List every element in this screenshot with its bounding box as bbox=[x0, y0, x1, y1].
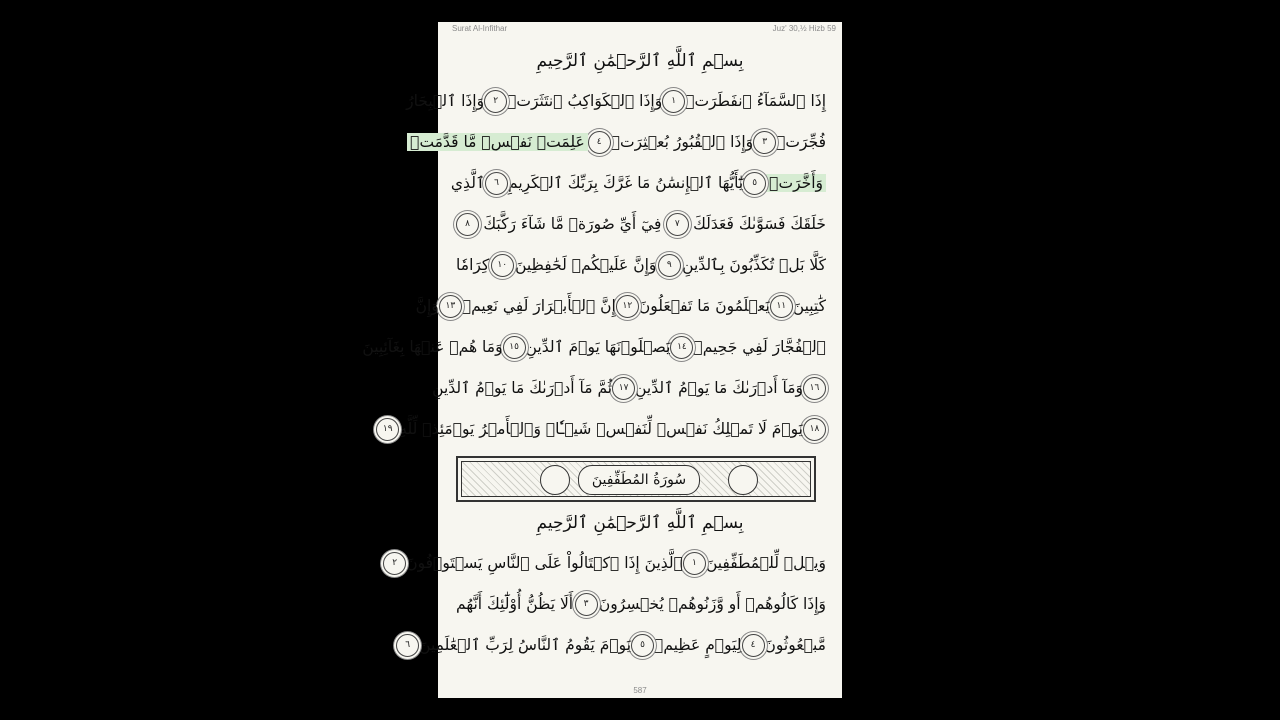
ayah-number-marker[interactable]: ٣ bbox=[753, 131, 776, 154]
verse-text[interactable]: كِرَامٗا bbox=[456, 256, 490, 274]
verse-text[interactable]: فِيٓ أَيِّ صُورَةٖ مَّا شَآءَ رَكَّبَكَ bbox=[483, 215, 662, 233]
verse-line bbox=[406, 84, 826, 118]
verse-line bbox=[456, 207, 826, 241]
verse-text[interactable]: ٱلَّذِينَ إِذَا ٱكۡتَالُواْ عَلَى ٱلنَّاسِ يَسۡتَوۡفُونَ bbox=[406, 554, 683, 572]
ayah-number-marker[interactable]: ١٤ bbox=[670, 336, 693, 359]
verse-text[interactable]: يَصۡلَوۡنَهَا يَوۡمَ ٱلدِّينِ bbox=[525, 338, 671, 356]
verse-line bbox=[432, 371, 826, 405]
verse-text[interactable]: لِيَوۡمٍ عَظِيمٖ bbox=[654, 636, 742, 654]
verse-line bbox=[410, 125, 826, 159]
ayah-number-marker[interactable]: ٥ bbox=[631, 634, 654, 657]
ayah-number-marker[interactable]: ١٠ bbox=[491, 254, 514, 277]
verse-text[interactable]: إِذَا ٱلسَّمَآءُ ٱنفَطَرَتۡ bbox=[685, 92, 826, 110]
ayah-number-marker[interactable]: ١٩ bbox=[376, 418, 399, 441]
verse-line bbox=[392, 546, 826, 580]
verse-text[interactable]: وَإِذَا كَالُوهُمۡ أَو وَّزَنُوهُمۡ يُخۡسِرُونَ bbox=[598, 595, 826, 613]
banner-medallion-left bbox=[540, 465, 570, 495]
ayah-number-marker[interactable]: ٦ bbox=[396, 634, 419, 657]
ayah-number-marker[interactable]: ١٦ bbox=[803, 377, 826, 400]
highlighted-verse-text[interactable]: عَلِمَتۡ نَفۡسٞ مَّا قَدَّمَتۡ bbox=[407, 133, 588, 151]
ayah-number-marker[interactable]: ١ bbox=[662, 90, 685, 113]
ayah-number-marker[interactable]: ٣ bbox=[575, 593, 598, 616]
ayah-number-marker[interactable]: ٦ bbox=[485, 172, 508, 195]
verse-line bbox=[405, 628, 826, 662]
ayah-number-marker[interactable]: ٤ bbox=[742, 634, 765, 657]
verse-text[interactable]: وَيۡلٞ لِّلۡمُطَفِّفِينَ bbox=[705, 554, 826, 572]
verse-text[interactable]: وَإِذَا ٱلۡكَوَاكِبُ ٱنتَثَرَتۡ bbox=[507, 92, 663, 110]
juz-hizb-header: Juz' 30,½ Hizb 59 bbox=[772, 24, 836, 33]
verse-line bbox=[450, 166, 826, 200]
verse-line bbox=[382, 412, 826, 446]
verse-text[interactable]: وَمَا هُمۡ عَنۡهَا بِغَآئِبِينَ bbox=[362, 338, 503, 356]
verse-text[interactable]: ثُمَّ مَآ أَدۡرَىٰكَ مَا يَوۡمُ ٱلدِّينِ bbox=[432, 379, 613, 397]
ayah-number-marker[interactable]: ٧ bbox=[666, 213, 689, 236]
surah-title-banner bbox=[456, 456, 816, 502]
verse-text[interactable]: وَمَآ أَدۡرَىٰكَ مَا يَوۡمُ ٱلدِّينِ bbox=[635, 379, 803, 397]
verse-text[interactable]: يَوۡمَ يَقُومُ ٱلنَّاسُ لِرَبِّ ٱلۡعَٰلَمِينَ bbox=[419, 636, 632, 654]
verse-text[interactable]: إِنَّ ٱلۡأَبۡرَارَ لَفِي نَعِيمٖ bbox=[461, 297, 616, 315]
page-number: 587 bbox=[633, 686, 647, 695]
ayah-number-marker[interactable]: ٩ bbox=[658, 254, 681, 277]
banner-medallion-right bbox=[728, 465, 758, 495]
ayah-number-marker[interactable]: ٥ bbox=[743, 172, 766, 195]
ayah-number-marker[interactable]: ١٢ bbox=[616, 295, 639, 318]
ayah-number-marker[interactable]: ٢ bbox=[484, 90, 507, 113]
highlighted-verse-text[interactable]: وَأَخَّرَتۡ bbox=[766, 174, 826, 192]
verse-text[interactable]: أَلَا يَظُنُّ أُوْلَٰٓئِكَ أَنَّهُم bbox=[456, 595, 574, 613]
verse-text[interactable]: وَإِنَّ عَلَيۡكُمۡ لَحَٰفِظِينَ bbox=[515, 256, 657, 274]
verse-text[interactable]: كَلَّا بَلۡ تُكَذِّبُونَ بِٱلدِّينِ bbox=[682, 256, 826, 274]
ayah-number-marker[interactable]: ١٧ bbox=[612, 377, 635, 400]
ayah-number-marker[interactable]: ١ bbox=[683, 552, 706, 575]
verse-text[interactable]: وَإِذَا ٱلۡبِحَارُ bbox=[406, 92, 485, 110]
verse-line bbox=[456, 587, 826, 621]
verse-text[interactable]: ٱلَّذِي bbox=[450, 174, 485, 192]
verse-line bbox=[415, 289, 826, 323]
ayah-number-marker[interactable]: ١٥ bbox=[503, 336, 526, 359]
verse-text[interactable]: وَإِذَا ٱلۡقُبُورُ بُعۡثِرَتۡ bbox=[610, 133, 754, 151]
ayah-number-marker[interactable]: ١٣ bbox=[439, 295, 462, 318]
surah-name-header: Surat Al-Infithar bbox=[452, 24, 508, 33]
verse-text[interactable]: ٱلۡفُجَّارَ لَفِي جَحِيمٖ bbox=[693, 338, 826, 356]
verse-line bbox=[456, 248, 826, 282]
verse-text[interactable]: يَعۡلَمُونَ مَا تَفۡعَلُونَ bbox=[638, 297, 770, 315]
ayah-number-marker[interactable]: ٢ bbox=[383, 552, 406, 575]
mushaf-page[interactable] bbox=[362, 22, 842, 698]
ayah-number-marker[interactable]: ٨ bbox=[456, 213, 479, 236]
verse-line bbox=[362, 330, 826, 364]
surah-title-mutaffifin: سُورَةُ المُطَفِّفِينَ bbox=[578, 465, 700, 495]
verse-text[interactable]: يَٰٓأَيُّهَا ٱلۡإِنسَٰنُ مَا غَرَّكَ بِرَبِّكَ ٱلۡكَرِيمِ bbox=[508, 174, 744, 192]
verse-text[interactable]: كَٰتِبِينَ bbox=[792, 297, 826, 315]
ayah-number-marker[interactable]: ١١ bbox=[770, 295, 793, 318]
verse-text[interactable]: يَوۡمَ لَا تَمۡلِكُ نَفۡسٞ لِّنَفۡسٖ شَيۡـٔٗاۖ وَٱلۡأَمۡرُ يَوۡمَئِذٖ لِّلَّهِ bbox=[399, 420, 803, 438]
ayah-number-marker[interactable]: ١٨ bbox=[803, 418, 826, 441]
verse-text[interactable]: فُجِّرَتۡ bbox=[776, 133, 826, 151]
verse-text[interactable]: خَلَقَكَ فَسَوَّىٰكَ فَعَدَلَكَ bbox=[693, 215, 826, 233]
basmala-mutaffifin: بِسۡمِ ٱللَّهِ ٱلرَّحۡمَٰنِ ٱلرَّحِيمِ bbox=[536, 513, 744, 533]
verse-text[interactable]: وَإِنَّ bbox=[415, 297, 439, 315]
ayah-number-marker[interactable]: ٤ bbox=[588, 131, 611, 154]
verse-text[interactable]: مَّبۡعُوثُونَ bbox=[764, 636, 826, 654]
basmala-infithar: بِسۡمِ ٱللَّهِ ٱلرَّحۡمَٰنِ ٱلرَّحِيمِ bbox=[536, 51, 744, 71]
